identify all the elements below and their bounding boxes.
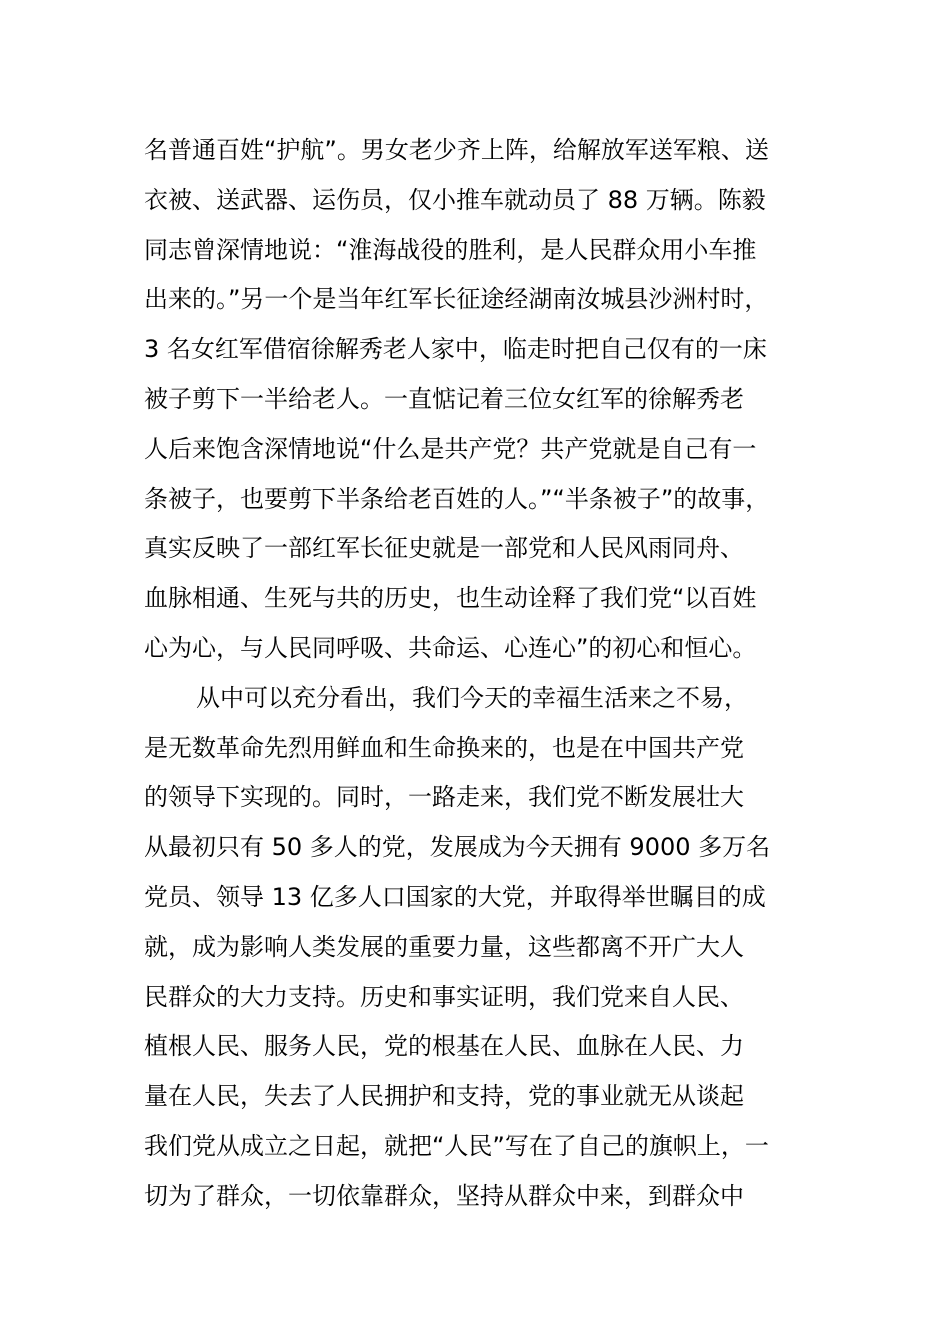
body-text — [144, 126, 844, 1222]
text-line-8: 条被子，也要剪下半条给老百姓的人。”“半条被子”的故事， — [144, 484, 770, 513]
text-line-4: 出来的。”另一个是当年红军长征途经湖南汝城县沙洲村时， — [144, 285, 769, 314]
text-line-16: 党员、领导 13 亿多人口国家的大党，并取得举世瞩目的成 — [144, 882, 766, 911]
text-line-18: 民群众的大力支持。历史和事实证明，我们党来自人民、 — [144, 982, 744, 1011]
text-line-15: 从最初只有 50 多人的党，发展成为今天拥有 9000 多万名 — [144, 833, 771, 862]
text-line-7: 人后来饱含深情地说“什么是共产党？共产党就是自己有一 — [144, 434, 757, 463]
text-line-5: 3 名女红军借宿徐解秀老人家中，临走时把自己仅有的一床 — [144, 335, 767, 364]
text-line-22: 切为了群众，一切依靠群众，坚持从群众中来，到群众中 — [144, 1181, 744, 1210]
paragraph-start-line: 从中可以充分看出，我们今天的幸福生活来之不易， — [196, 683, 748, 712]
text-line-13: 是无数革命先烈用鲜血和生命换来的，也是在中国共产党 — [144, 733, 744, 762]
text-line-2: 衣被、送武器、运伤员，仅小推车就动员了 88 万辆。陈毅 — [144, 185, 766, 214]
text-line-1: 名普通百姓“护航”。男女老少齐上阵，给解放军送军粮、送 — [144, 136, 769, 164]
text-line-9: 真实反映了一部红军长征史就是一部党和人民风雨同舟、 — [144, 534, 744, 563]
text-line-14: 的领导下实现的。同时，一路走来，我们党不断发展壮大 — [144, 783, 744, 812]
text-line-6: 被子剪下一半给老人。一直惦记着三位女红军的徐解秀老 — [144, 384, 744, 413]
text-line-10: 血脉相通、生死与共的历史，也生动诠释了我们党“以百姓 — [144, 584, 757, 613]
text-line-19: 植根人民、服务人民，党的根基在人民、血脉在人民、力 — [144, 1032, 744, 1061]
text-line-3: 同志曾深情地说：“淮海战役的胜利，是人民群众用小车推 — [144, 235, 757, 264]
text-line-11: 心为心，与人民同呼吸、共命运、心连心”的初心和恒心。 — [144, 633, 757, 662]
text-line-20: 量在人民，失去了人民拥护和支持，党的事业就无从谈起 — [144, 1082, 744, 1111]
text-line-21: 我们党从成立之日起，就把“人民”写在了自己的旗帜上，一 — [144, 1131, 769, 1160]
text-line-17: 就，成为影响人类发展的重要力量，这些都离不开广大人 — [144, 932, 744, 961]
